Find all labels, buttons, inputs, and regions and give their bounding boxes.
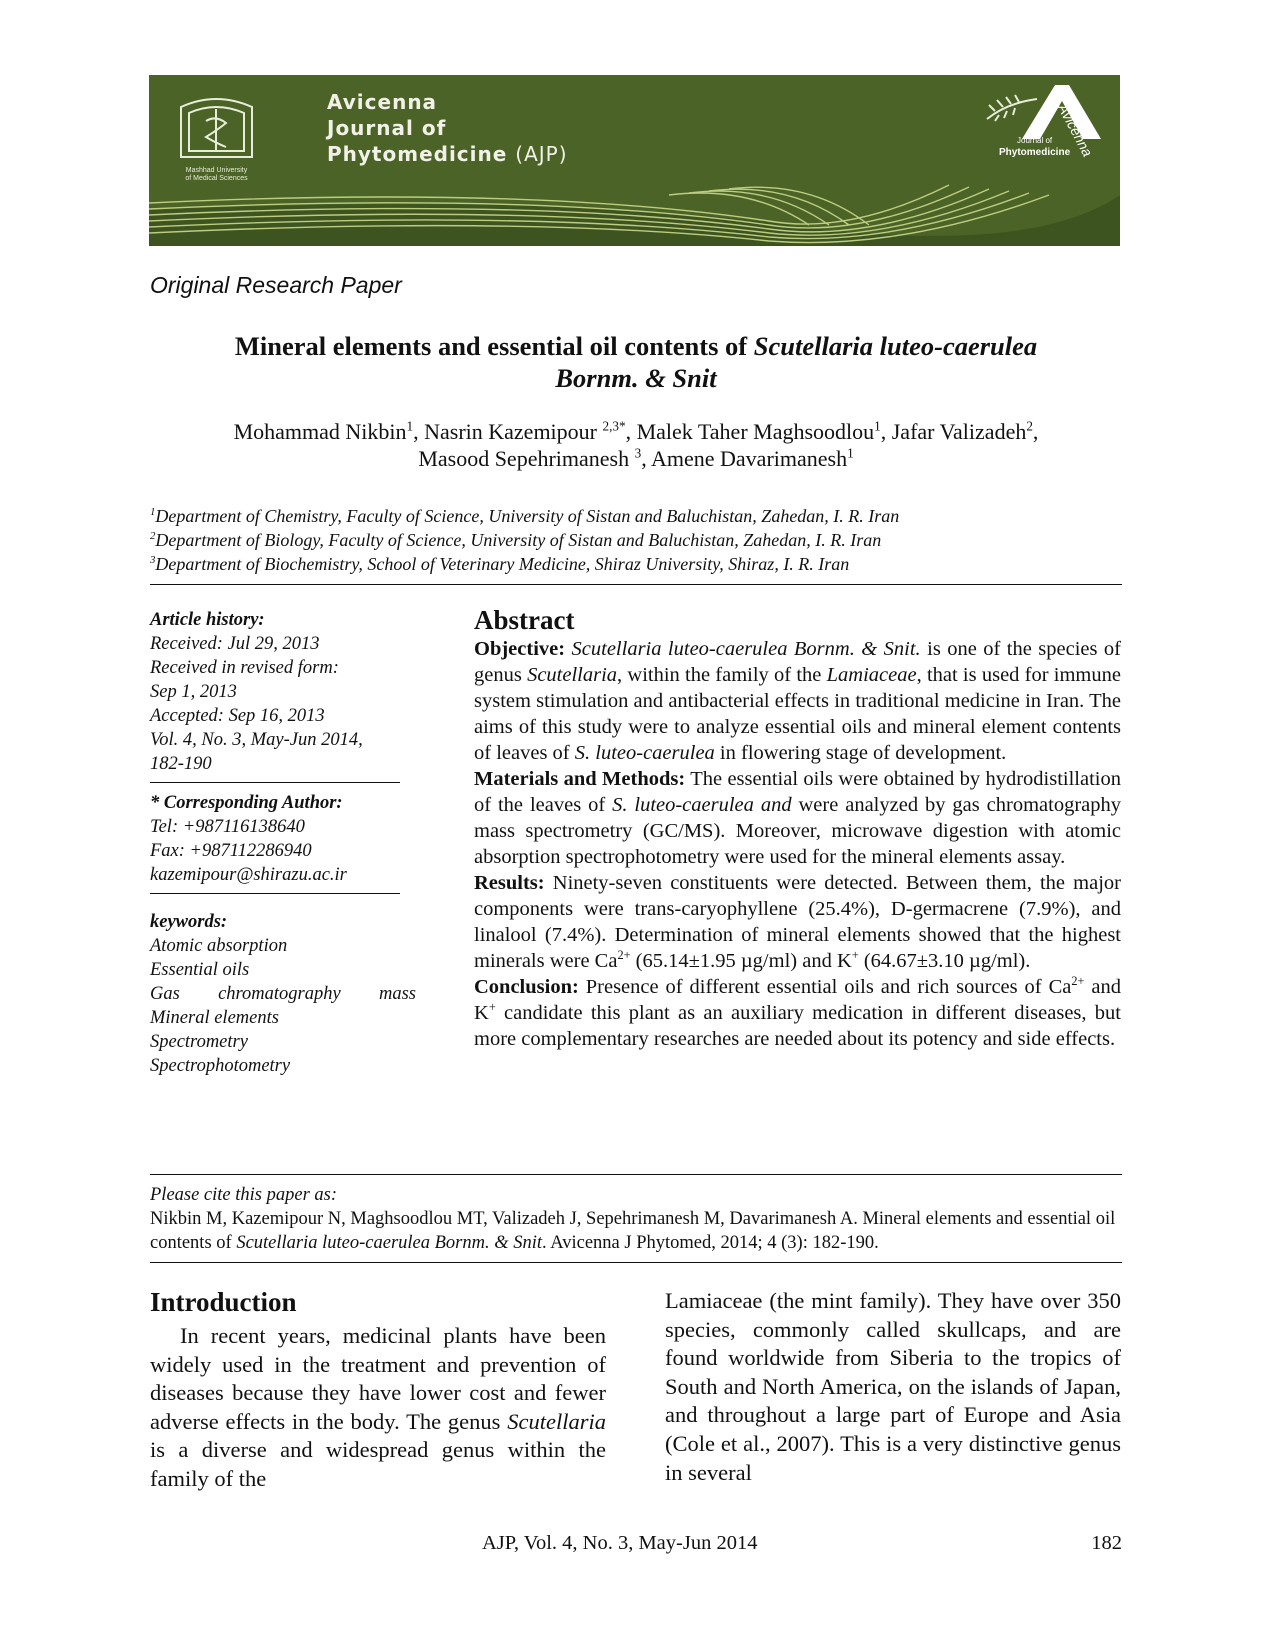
journal-name-line2: Journal of	[327, 116, 447, 140]
genus-name: Scutellaria	[527, 664, 618, 686]
affiliation	[150, 504, 1122, 528]
revised-date: Sep 1, 2013	[150, 682, 237, 702]
keyword: Essential oils	[150, 960, 250, 980]
keyword-word: Gas	[150, 984, 180, 1004]
page-range: 182-190	[150, 754, 212, 774]
footer-journal-info: AJP, Vol. 4, No. 3, May-Jun 2014	[482, 1532, 758, 1554]
abstract-results	[474, 870, 1121, 974]
abstract-text: Ninety-seven constituents were detected. Between them, the major components were trans-caryophyllene (25.4%), D-germacrene (7.9%), and linalool (7.4%). Determination of mineral elements showed that the highest minerals were Ca	[474, 872, 1121, 972]
keyword	[150, 982, 416, 1006]
conclusion-label: Conclusion:	[474, 976, 579, 998]
author-name: Jafar Valizadeh	[891, 419, 1027, 444]
email-link[interactable]: kazemipour@shirazu.ac.ir	[150, 865, 347, 885]
received-date: Received: Jul 29, 2013	[150, 634, 320, 654]
keyword: Spectrophotometry	[150, 1056, 291, 1076]
journal-name-line3	[327, 141, 568, 167]
citation-label: Please cite this paper as:	[150, 1185, 338, 1205]
affiliation-text: Department of Chemistry, Faculty of Science, University of Sistan and Baluchistan, Zahedan, I. R. Iran	[155, 506, 900, 526]
author-affil-sup: 2,3*	[602, 418, 626, 434]
abstract-text: , that is used for immune system stimulation and antibacterial effects in traditional medicine in Iran. The aims of this study were to analyze essential oils and mineral element contents of leaves of	[474, 664, 1121, 764]
journal-abbr: (AJP)	[515, 142, 568, 166]
sidebar-divider	[150, 893, 400, 894]
intro-left-column	[150, 1287, 606, 1494]
abstract-text: in flowering stage of development.	[714, 742, 1007, 764]
author-affil-sup: 3	[634, 445, 642, 461]
corresponding-author	[150, 791, 416, 887]
citation-species: Scutellaria luteo-caerulea Bornm. & Snit	[236, 1233, 543, 1253]
objective-label: Objective:	[474, 638, 566, 660]
abstract-methods	[474, 766, 1121, 870]
divider	[150, 584, 1122, 585]
ajp-logo-avicenna-text: Avicenna	[1054, 101, 1096, 160]
intro-paragraph	[150, 1322, 606, 1494]
intro-paragraph-continued: Lamiaceae (the mint family). They have over 350 species, commonly called skullcaps, and are found worldwide from Siberia to the tropics of South and North America, on the islands of Japan, and throughout a large part of Europe and Asia (Cole et al., 2007). This is a very distinctive genus in several	[665, 1288, 1121, 1485]
abstract-text: candidate this plant as an auxiliary medication in different diseases, but more complementary researches are needed about its potency and side effects.	[474, 1002, 1121, 1050]
ajp-logo-a-icon	[977, 81, 1117, 141]
divider	[150, 1174, 1122, 1175]
species-name: S. luteo-caerulea and	[612, 794, 792, 816]
abstract-text: is one of the species of genus	[474, 638, 1122, 686]
ajp-logo-journal-text: Journal of	[1017, 136, 1053, 145]
university-logo	[169, 87, 264, 187]
fax: Fax: +987112286940	[150, 841, 312, 861]
keyword: Mineral elements	[150, 1008, 279, 1028]
intro-right-column	[665, 1287, 1121, 1487]
volume-info: Vol. 4, No. 3, May-Jun 2014,	[150, 730, 363, 750]
abstract-text: (64.67±3.10 µg/ml).	[858, 950, 1031, 972]
affiliation-text: Department of Biochemistry, School of Veterinary Medicine, Shiraz University, Shiraz, I. R. Iran	[155, 554, 850, 574]
accepted-date: Accepted: Sep 16, 2013	[150, 706, 325, 726]
species-name: S. luteo-caerulea	[574, 742, 715, 764]
ajp-logo	[977, 81, 1117, 176]
author-name: Malek Taher Maghsoodlou	[636, 419, 875, 444]
results-label: Results:	[474, 872, 545, 894]
university-emblem-icon	[169, 87, 264, 167]
citation-part: Nikbin M, Kazemipour N, Maghsoodlou MT, Valizadeh J, Sepehrimanesh M, Davarimanesh A. Mineral elements and essential oil contents of	[150, 1209, 1116, 1253]
ion-charge: 2+	[617, 948, 631, 963]
journal-banner	[149, 75, 1120, 246]
tel: Tel: +987116138640	[150, 817, 305, 837]
intro-text: In recent years, medicinal plants have been widely used in the treatment and prevention of diseases because they have lower cost and fewer adverse effects in the body. The genus	[150, 1323, 606, 1434]
affiliation-sup: 1	[150, 506, 156, 518]
journal-name	[327, 89, 568, 167]
abstract-text: (65.14±1.95 µg/ml) and K	[630, 950, 852, 972]
keyword-word: chromatography	[218, 984, 341, 1004]
affiliation	[150, 552, 1122, 576]
abstract	[474, 604, 1121, 1052]
author-list: Mohammad Nikbin$^1$, Nasrin Kazemipour $^{2,3*}$, Malek Taher Maghsoodlou$^1$, Jafar Valizadeh$^2$, Masood Sepehrimanesh $^3$, Amene Davarimanesh$^1$	[233, 418, 1039, 471]
author-name: Amene Davarimanesh	[651, 446, 848, 471]
family-name: Lamiaceae	[826, 664, 917, 686]
history-label: Article history:	[150, 610, 265, 630]
author-name: Mohammad Nikbin	[233, 419, 407, 444]
keyword-word: mass	[378, 984, 416, 1004]
affiliation-sup: 3	[150, 554, 156, 566]
ion-charge: +	[851, 948, 859, 963]
abstract-heading: Abstract	[474, 605, 575, 635]
author-affil-sup: 1	[406, 418, 414, 434]
author-name: Nasrin Kazemipour	[424, 419, 603, 444]
journal-name-line1: Avicenna	[327, 90, 438, 114]
abstract-text: were analyzed by gas chromatography mass spectrometry (GC/MS). Moreover, microwave digestion with atomic absorption spectrophotometry were used for the mineral elements assay.	[474, 794, 1121, 868]
author-affil-sup: 1	[847, 445, 854, 461]
author-affil-sup: 2	[1026, 418, 1033, 434]
genus-name: Scutellaria	[507, 1408, 606, 1434]
citation-part: . Avicenna J Phytomed, 2014; 4 (3): 182-190.	[542, 1233, 879, 1253]
affiliation	[150, 528, 1122, 552]
article-history	[150, 608, 416, 776]
affiliation-text: Department of Biology, Faculty of Science, University of Sistan and Baluchistan, Zahedan, I. R. Iran	[155, 530, 882, 550]
page-number: 182	[1091, 1532, 1122, 1554]
keywords-label: keywords:	[150, 912, 228, 932]
abstract-text: The essential oils were obtained by hydrodistillation of the leaves of	[474, 768, 1121, 816]
title-plain: Mineral elements and essential oil contents of	[234, 331, 754, 361]
citation-text	[150, 1207, 1122, 1255]
abstract-conclusion	[474, 974, 1121, 1052]
intro-text: is a diverse and widespread genus within the family of the	[150, 1437, 606, 1491]
affiliation-sup: 2	[150, 530, 156, 542]
ion-charge: 2+	[1071, 974, 1085, 989]
logo-caption-line1: Mashhad University	[185, 167, 248, 174]
paper-title	[150, 330, 1122, 394]
author-affil-sup: 1	[874, 418, 881, 434]
keywords	[150, 910, 416, 1078]
keyword: Spectrometry	[150, 1032, 248, 1052]
affiliations	[150, 504, 1122, 576]
revised-label: Received in revised form:	[150, 658, 339, 678]
abstract-objective	[474, 636, 1121, 766]
divider	[150, 1262, 1122, 1263]
logo-caption-line2: of Medical Sciences	[185, 175, 248, 182]
abstract-text: Presence of different essential oils and rich sources of Ca	[578, 976, 1072, 998]
keyword: Atomic absorption	[150, 936, 288, 956]
abstract-text: and K	[474, 976, 1121, 1024]
journal-name-phyto: Phytomedicine	[327, 142, 508, 166]
sidebar-divider	[150, 782, 400, 783]
ion-charge: +	[488, 1000, 496, 1015]
author-name: Masood Sepehrimanesh	[418, 446, 635, 471]
title-authority: Bornm. & Snit	[555, 363, 717, 393]
introduction-heading: Introduction	[150, 1287, 297, 1317]
citation-box	[150, 1183, 1122, 1255]
title-species: Scutellaria luteo-caerulea	[753, 331, 1038, 361]
corresponding-label: * Corresponding Author:	[150, 793, 343, 813]
abstract-text: , within the family of the	[617, 664, 827, 686]
paper-type: Original Research Paper	[150, 272, 402, 298]
banner-wave-graphic	[149, 75, 1120, 246]
article-info-sidebar	[150, 608, 416, 1078]
methods-label: Materials and Methods:	[474, 768, 686, 790]
species-name: Scutellaria luteo-caerulea Bornm. & Snit.	[571, 638, 921, 660]
ajp-logo-phyto-text: Phytomedicine	[999, 147, 1071, 158]
